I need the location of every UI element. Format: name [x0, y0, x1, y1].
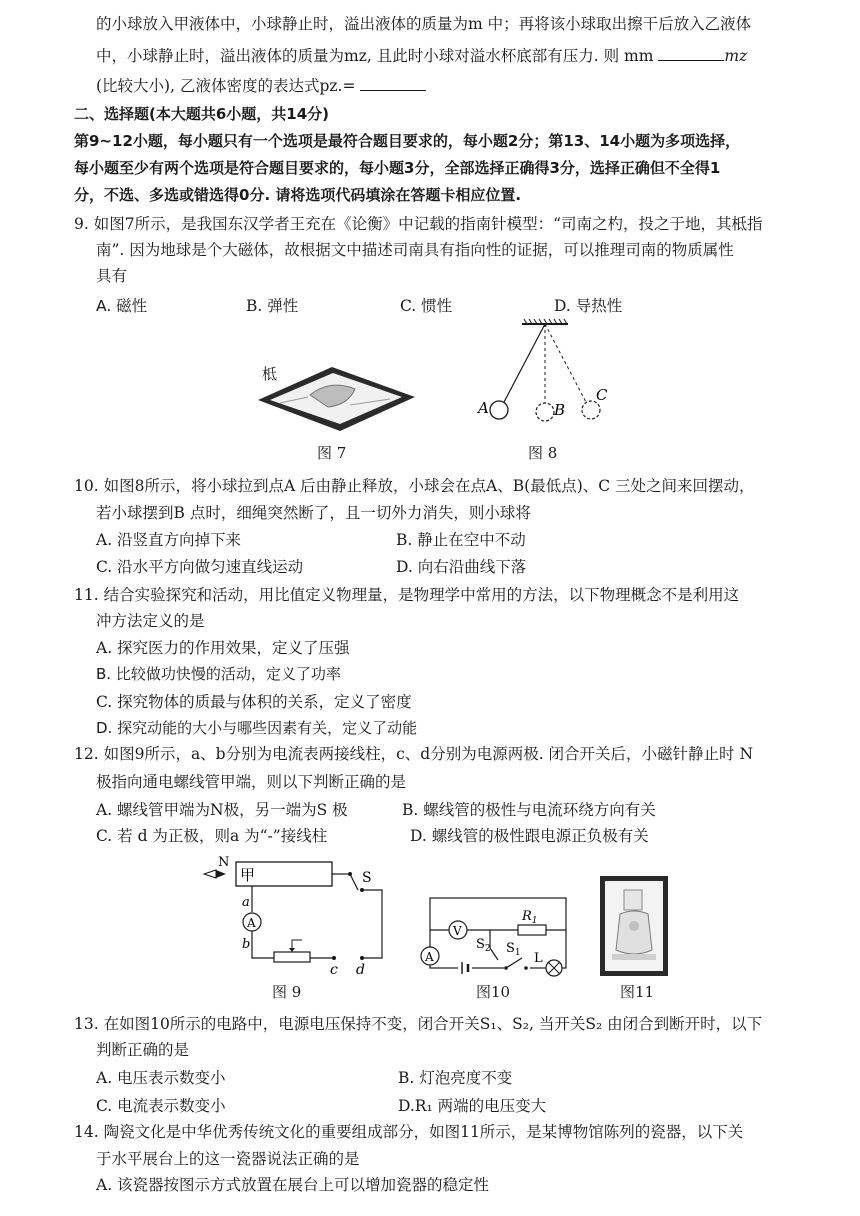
terminal-c: [332, 956, 336, 960]
intro-line-1: 的小球放入甲液体中，小球静止时，溢出液体的质量为m 中；再将该小球取出擦干后放入乙液体: [96, 15, 752, 33]
ammeter-label: A: [247, 916, 256, 930]
q10-option-a[interactable]: A. 沿竖直方向掉下来: [96, 531, 242, 549]
compass-needle-icon: [204, 870, 216, 878]
label-s: S: [362, 870, 372, 886]
label-b: B: [554, 401, 566, 419]
q9-line-3: 具有: [96, 267, 128, 285]
q9-line-1: 9. 如图7所示，是我国东汉学者王充在《论衡》中记载的指南针模型：“司南之杓，投之于地，其柢指: [74, 215, 763, 233]
q14-line-1: 14. 陶瓷文化是中华优秀传统文化的重要组成部分，如图11所示，是某博物馆陈列的瓷器，以下关: [74, 1123, 744, 1141]
q10-option-d[interactable]: D. 向右沿曲线下落: [396, 558, 527, 576]
q13-option-a[interactable]: A. 电压表示数变小: [96, 1069, 226, 1087]
figure-9-circuit: [196, 854, 392, 978]
q9-line-2: 南”. 因为地球是个大磁体，故根据文中描述司南具有指向性的证据，可以推理司南的物质属性: [96, 241, 734, 259]
rheostat: [274, 952, 310, 962]
q14-option-a[interactable]: A. 该瓷器按图示方式放置在展台上可以增加瓷器的稳定性: [96, 1176, 490, 1194]
figure-11-caption: 图11: [620, 983, 655, 1001]
figure-10-caption: 图10: [476, 983, 511, 1001]
figure-7-caption: 图 7: [317, 444, 347, 462]
q12-option-b[interactable]: B. 螺线管的极性与电流环绕方向有关: [402, 801, 656, 819]
intro-line-3-text: (比较大小), 乙液体密度的表达式pz.=: [96, 77, 356, 95]
q13-line-1: 13. 在如图10所示的电路中，电源电压保持不变，闭合开关S₁、S₂, 当开关S₂ 由闭合到断开时，以下: [74, 1015, 763, 1033]
ball-a: [490, 401, 508, 419]
s2-label: $S_2$: [476, 937, 491, 954]
section-title: 二、选择题(本大题共6小题，共14分): [74, 105, 330, 123]
pendulum-string-c: [545, 324, 587, 404]
q12-option-d[interactable]: D. 螺线管的极性跟电源正负极有关: [410, 827, 649, 845]
ball-b: [536, 403, 554, 421]
q10-option-c[interactable]: C. 沿水平方向做匀速直线运动: [96, 558, 304, 576]
switch-s2: [490, 948, 498, 960]
q9-option-c[interactable]: C. 惯性: [400, 297, 453, 315]
q10-option-b[interactable]: B. 静止在空中不动: [396, 531, 526, 549]
q14-line-2: 于水平展台上的这一瓷器说法正确的是: [96, 1150, 360, 1168]
section-rule-2: 每小题至少有两个选项是符合题目要求的，每小题3分，全部选择正确得3分，选择正确但不全得1: [74, 159, 721, 177]
q13-option-d[interactable]: D.R₁ 两端的电压变大: [398, 1097, 547, 1115]
r1-label: $R_1$: [522, 909, 538, 926]
q12-line-1: 12. 如图9所示，a、b分别为电流表两接线柱，c、d分别为电源两极. 闭合开关后，小磁针静止时 N: [74, 745, 754, 763]
label-jia: 甲: [240, 866, 256, 884]
label-a: A: [478, 399, 489, 417]
q11-option-a[interactable]: A. 探究医力的作用效果，定义了压强: [96, 639, 350, 657]
q12-option-a[interactable]: A. 螺线管甲端为N极，另一端为S 极: [96, 801, 348, 819]
answer-blank-2[interactable]: [360, 76, 426, 91]
q11-line-2: 冲方法定义的是: [96, 612, 205, 630]
porcelain-vase-icon: [616, 911, 652, 954]
figure-10-circuit: [418, 890, 578, 980]
label-c-terminal: c: [330, 962, 338, 978]
q9-option-b[interactable]: B. 弹性: [246, 297, 299, 315]
intro-line-3: [96, 76, 426, 96]
figure-8-caption: 图 8: [528, 444, 558, 462]
figure-9-caption: 图 9: [272, 983, 302, 1001]
figure-7-label: 柢: [262, 365, 278, 383]
label-a-terminal: a: [242, 895, 250, 910]
label-b-terminal: b: [242, 937, 251, 952]
section-rule-3: 分，不选、多选或错选得0分. 请将选项代码填涂在答题卡相应位置.: [74, 186, 522, 204]
intro-line-2-text: 中，小球静止时，溢出液体的质量为mz, 且此时小球对溢水杯底部有压力. 则 mm: [96, 47, 654, 65]
figure-11-porcelain-photo: [598, 874, 670, 978]
answer-blank-1[interactable]: [658, 46, 724, 61]
ammeter-label: A: [425, 950, 434, 964]
voltmeter-label: V: [453, 924, 462, 938]
q13-option-c[interactable]: C. 电流表示数变小: [96, 1097, 226, 1115]
label-n: N: [218, 855, 230, 870]
q11-option-d[interactable]: D. 探究动能的大小与哪些因素有关，定义了动能: [96, 719, 418, 737]
lamp-label: L: [534, 951, 543, 966]
q10-line-2: 若小球摆到B 点时，细绳突然断了，且一切外力消失，则小球将: [96, 504, 531, 522]
label-d-terminal: d: [356, 962, 365, 978]
q10-line-1: 10. 如图8所示，将小球拉到点A 后由静止释放，小球会在点A、B(最低点)、C 三处之间来回摆动，: [74, 477, 755, 495]
q9-option-a[interactable]: A. 磁性: [96, 297, 148, 315]
resistor-r1: [518, 925, 546, 935]
q13-option-b[interactable]: B. 灯泡亮度不变: [398, 1069, 513, 1087]
q11-option-c[interactable]: C. 探究物体的质最与体积的关系，定义了密度: [96, 693, 412, 711]
label-c: C: [596, 386, 608, 404]
terminal-d: [360, 956, 364, 960]
figure-8-pendulum: [470, 318, 620, 440]
intro-line-2: [96, 46, 747, 66]
q12-option-c[interactable]: C. 若 d 为正极，则a 为“-”接线柱: [96, 827, 328, 845]
q11-line-1: 11. 结合实验探究和活动，用比值定义物理量，是物理学中常用的方法，以下物理概念不是利用这: [74, 586, 740, 604]
s1-label: $S_1$: [506, 941, 521, 958]
intro-line-2-end: mz: [724, 47, 748, 65]
q11-option-b[interactable]: B. 比较做功快慢的活动，定义了功率: [96, 665, 341, 683]
pendulum-string-a: [503, 324, 545, 404]
section-rule-1: 第9~12小题，每小题只有一个选项是最符合题目要求的，每小题2分；第13、14小题为多项选择，: [74, 132, 741, 150]
q13-line-2: 判断正确的是: [96, 1041, 190, 1059]
switch-s: [350, 874, 358, 890]
q9-option-d[interactable]: D. 导热性: [554, 297, 623, 315]
compass-needle-north: [216, 870, 226, 878]
q12-line-2: 极指向通电螺线管甲端，则以下判断正确的是: [96, 773, 407, 791]
